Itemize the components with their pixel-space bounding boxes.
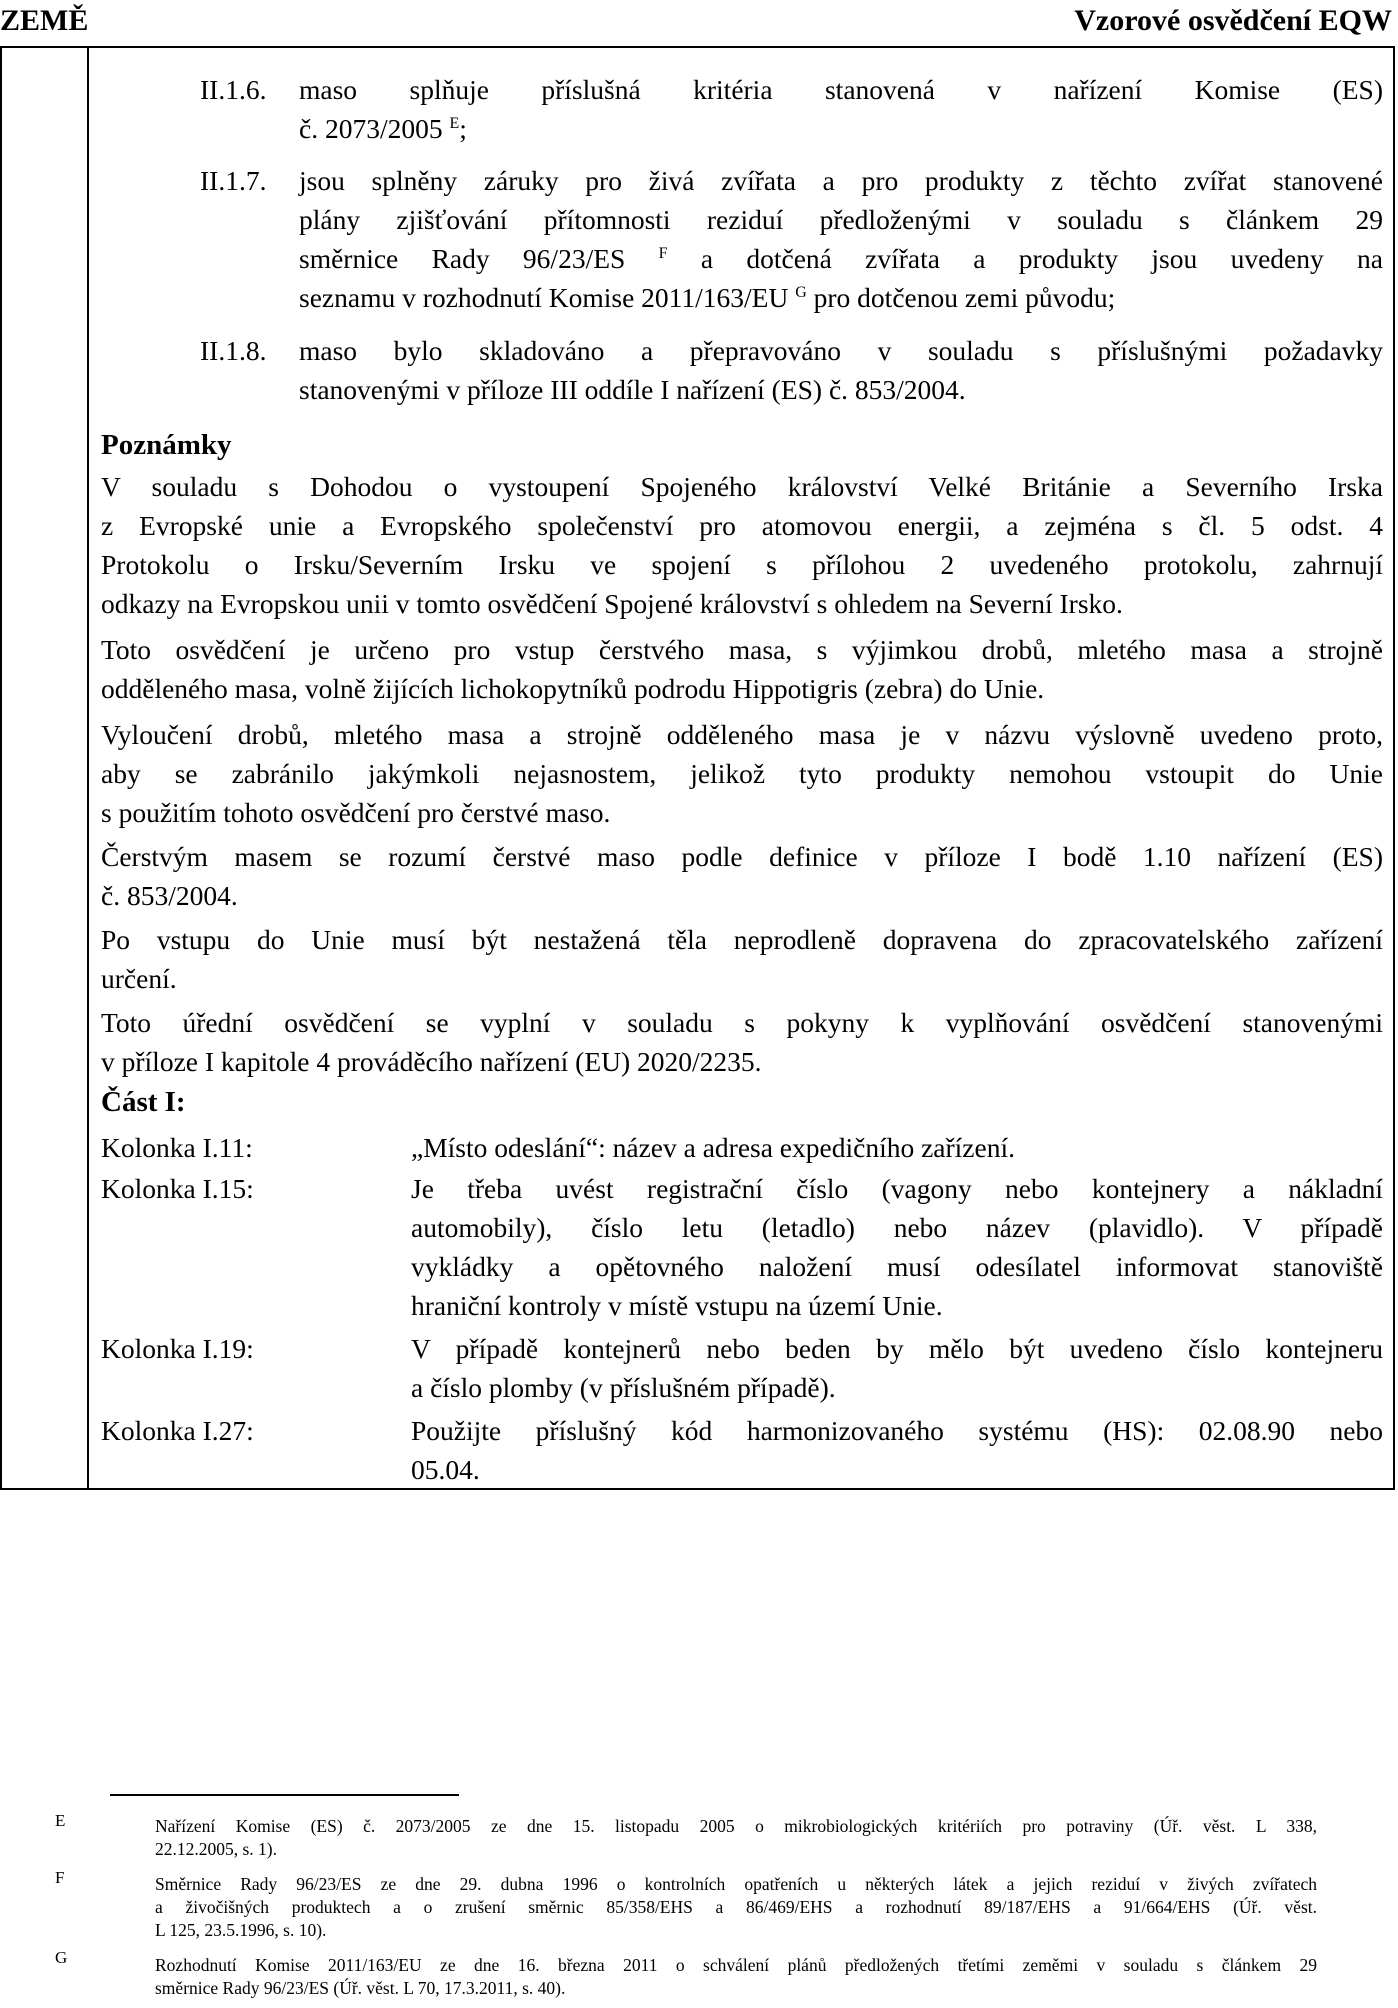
notes-line: Toto osvědčení je určeno pro vstup čerstvého masa, s výjimkou drobů, mletého masa a strojně xyxy=(101,634,1383,665)
clause-number: II.1.6. xyxy=(200,74,267,105)
box-text-line: Je třeba uvést registrační číslo (vagony nebo kontejnery a nákladní xyxy=(411,1173,1383,1204)
notes-line: Toto úřední osvědčení se vyplní v souladu s pokyny k vyplňování osvědčení stanovenými xyxy=(101,1007,1383,1038)
notes-line: v příloze I kapitole 4 prováděcího nařízení (EU) 2020/2235. xyxy=(101,1046,762,1077)
notes-line: Vyloučení drobů, mletého masa a strojně odděleného masa je v názvu výslovně uvedeno proto, xyxy=(101,719,1383,750)
footnote-line: směrnice Rady 96/23/ES (Úř. věst. L 70, 17.3.2011, s. 40). xyxy=(155,1978,566,1998)
footnote-marker: G xyxy=(55,1948,68,1967)
box-label: Kolonka I.11: xyxy=(101,1132,253,1163)
clause-number: II.1.8. xyxy=(200,335,267,366)
notes-line: odděleného masa, volně žijících lichokopytníků podrodu Hippotigris (zebra) do Unie. xyxy=(101,673,1045,704)
box-text-line: vykládky a opětovného naložení musí odesílatel informovat stanoviště xyxy=(411,1251,1383,1282)
header-certificate-title: Vzorové osvědčení EQW xyxy=(1074,4,1392,37)
footnote-line: 22.12.2005, s. 1). xyxy=(155,1839,278,1859)
notes-line: V souladu s Dohodou o vystoupení Spojeného království Velké Británie a Severního Irska xyxy=(101,471,1383,502)
footnote-line: Směrnice Rady 96/23/ES ze dne 29. dubna 1996 o kontrolních opatřeních u některých látek a jejich reziduí v živých zvířatech xyxy=(155,1874,1317,1894)
notes-line: z Evropské unie a Evropského společenství pro atomovou energii, a zejména s čl. 5 odst. 4 xyxy=(101,510,1383,541)
clause-text-line: plány zjišťování přítomnosti reziduí předloženými v souladu s článkem 29 xyxy=(299,204,1383,235)
notes-line: s použitím tohoto osvědčení pro čerstvé maso. xyxy=(101,797,611,828)
box-text-line: V případě kontejnerů nebo beden by mělo být uvedeno číslo kontejneru xyxy=(411,1333,1383,1364)
footnote-line: L 125, 23.5.1996, s. 10). xyxy=(155,1920,327,1940)
notes-line: Protokolu o Irsku/Severním Irsku ve spojení s přílohou 2 uvedeného protokolu, zahrnují xyxy=(101,549,1383,580)
box-label: Kolonka I.27: xyxy=(101,1415,254,1446)
box-text-line: hraniční kontroly v místě vstupu na území Unie. xyxy=(411,1290,943,1321)
clause-text-line: jsou splněny záruky pro živá zvířata a pro produkty z těchto zvířat stanovené xyxy=(299,165,1383,196)
clause-text-line: č. 2073/2005 $^E$; xyxy=(299,113,467,144)
footnote-ref-G[interactable]: G xyxy=(795,283,807,301)
box-label: Kolonka I.15: xyxy=(101,1173,254,1204)
footnote-separator xyxy=(110,1794,459,1796)
box-label: Kolonka I.19: xyxy=(101,1333,254,1364)
clause-text-line: stanovenými v příloze III oddíle I nařízení (ES) č. 853/2004. xyxy=(299,374,966,405)
clause-text-line: maso bylo skladováno a přepravováno v souladu s příslušnými požadavky xyxy=(299,335,1383,366)
footnote-ref-E[interactable]: E xyxy=(449,114,460,132)
header-country: ZEMĚ xyxy=(0,4,89,37)
notes-line: č. 853/2004. xyxy=(101,880,238,911)
clause-text-line: směrnice Rady 96/23/ES $^F$ a dotčená zvířata a produkty jsou uvedeny na xyxy=(299,243,1384,274)
notes-heading: Poznámky xyxy=(101,429,232,461)
box-text-line: „Místo odeslání“: název a adresa expedičního zařízení. xyxy=(411,1132,1015,1163)
part1-heading: Část I: xyxy=(101,1086,186,1118)
box-text-line: 05.04. xyxy=(411,1454,480,1485)
footnote-line: Nařízení Komise (ES) č. 2073/2005 ze dne 15. listopadu 2005 o mikrobiologických kritériích pro potraviny (Úř. věst. L 338, xyxy=(155,1816,1317,1836)
footnote-ref-F[interactable]: F xyxy=(658,244,668,262)
box-text-line: Použijte příslušný kód harmonizovaného systému (HS): 02.08.90 nebo xyxy=(411,1415,1383,1446)
frame-column-divider xyxy=(87,48,89,1488)
notes-line: aby se zabránilo jakýmkoli nejasnostem, jelikož tyto produkty nemohou vstoupit do Unie xyxy=(101,758,1383,789)
box-text-line: automobily), číslo letu (letadlo) nebo název (plavidlo). V případě xyxy=(411,1212,1383,1243)
box-text-line: a číslo plomby (v příslušném případě). xyxy=(411,1372,836,1403)
footnote-line: a živočišných produktech a o zrušení směrnic 85/358/EHS a 86/469/EHS a rozhodnutí 89/187/EHS a 91/664/EHS (Úř. věst. xyxy=(155,1897,1317,1917)
footnote-marker: E xyxy=(55,1811,66,1830)
clause-text-line: maso splňuje příslušná kritéria stanovená v nařízení Komise (ES) xyxy=(299,74,1383,105)
notes-line: určení. xyxy=(101,963,177,994)
notes-line: Čerstvým masem se rozumí čerstvé maso podle definice v příloze I bodě 1.10 nařízení (ES) xyxy=(101,841,1383,872)
notes-line: Po vstupu do Unie musí být nestažená těla neprodleně dopravena do zpracovatelského zařízení xyxy=(101,924,1383,955)
footnote-marker: F xyxy=(55,1868,65,1887)
notes-line: odkazy na Evropskou unii v tomto osvědčení Spojené království s ohledem na Severní Irsko. xyxy=(101,588,1123,619)
footnote-line: Rozhodnutí Komise 2011/163/EU ze dne 16. března 2011 o schválení plánů předložených třetími zeměmi v souladu s článkem 29 xyxy=(155,1955,1317,1975)
clause-text-line: seznamu v rozhodnutí Komise 2011/163/EU $^G$ pro dotčenou zemi původu; xyxy=(299,282,1116,313)
clause-number: II.1.7. xyxy=(200,165,267,196)
